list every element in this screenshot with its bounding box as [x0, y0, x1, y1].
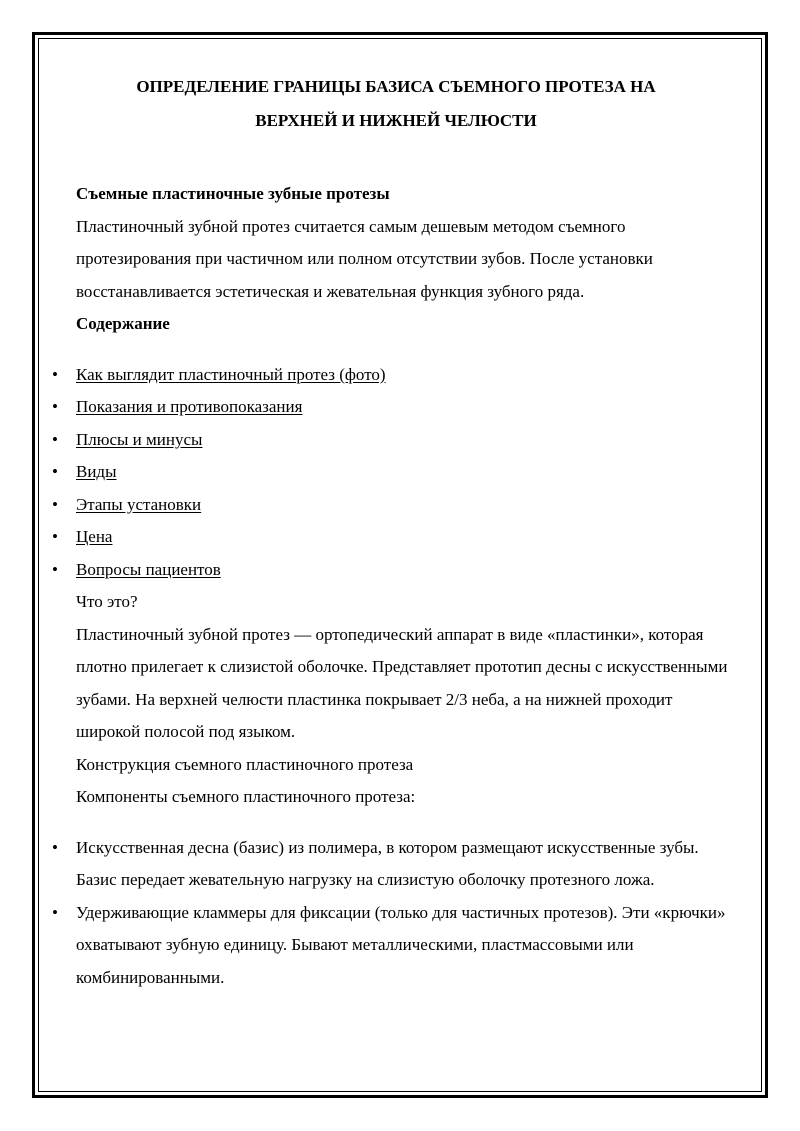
table-of-contents [76, 359, 736, 587]
toc-item [76, 521, 736, 554]
intro-paragraph: Пластиночный зубной протез считается самым дешевым методом съемного протезирования при частичном или полном отсутствии зубов. После установки восстанавливается эстетическая и жевательная функция зубного ряда. [76, 216, 653, 301]
toc-heading: Содержание [76, 314, 170, 333]
section-heading: Съемные пластиночные зубные протезы [76, 184, 390, 203]
document-body [76, 70, 736, 994]
toc-link-stages[interactable]: Этапы установки [76, 494, 202, 514]
document-title [56, 70, 736, 138]
title-line-2: ВЕРХНЕЙ И НИЖНЕЙ ЧЕЛЮСТИ [255, 111, 537, 130]
toc-link-questions[interactable]: Вопросы пациентов [76, 559, 221, 579]
what-is-it-heading: Что это? [76, 592, 138, 611]
toc-item [76, 554, 736, 587]
toc-item [76, 489, 736, 522]
toc-item [76, 391, 736, 424]
toc-link-pros-cons[interactable]: Плюсы и минусы [76, 429, 203, 449]
definition-paragraph: Пластиночный зубной протез — ортопедический аппарат в виде «пластинки», которая плотно прилегает к слизистой оболочке. Представляет прототип десны с искусственными зубами. На верхней челюсти пластинка покрывает 2/3 неба, а на нижней проходит широкой полосой под языком. [76, 624, 728, 741]
toc-link-photo[interactable]: Как выглядит пластиночный протез (фото) [76, 364, 386, 384]
construction-heading: Конструкция съемного пластиночного протеза [76, 754, 414, 774]
components-heading: Компоненты съемного пластиночного протеза: [76, 787, 416, 806]
toc-item [76, 359, 736, 392]
components-list [76, 832, 736, 995]
toc-link-types[interactable]: Виды [76, 462, 117, 481]
list-item: • Удерживающие кламмеры для фиксации (только для частичных протезов). Эти «крючки» охватывают зубную единицу. Бывают металлическими, пластмассовыми или комбинированными. [76, 897, 736, 995]
toc-item [76, 424, 736, 457]
toc-item [76, 456, 736, 489]
toc-link-price[interactable]: Цена [76, 527, 113, 546]
title-line-1: ОПРЕДЕЛЕНИЕ ГРАНИЦЫ БАЗИСА СЪЕМНОГО ПРОТЕЗА НА [136, 77, 656, 96]
toc-link-indications[interactable]: Показания и противопоказания [76, 397, 303, 416]
list-item: • Искусственная десна (базис) из полимера, в котором размещают искусственные зубы. Базис передает жевательную нагрузку на слизистую оболочку протезного ложа. [76, 832, 736, 897]
